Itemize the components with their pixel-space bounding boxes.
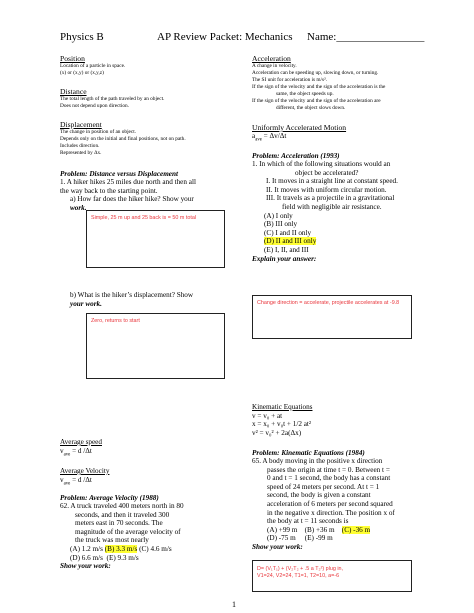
average-speed-formula: $v_{ave} = d$ /Δt <box>60 446 92 458</box>
choice-d: (D) -75 m <box>267 534 296 543</box>
kinematic-heading: Kinematic Equations <box>252 403 313 411</box>
acceleration-line: Acceleration can be speeding up, slowing down, or turning. <box>252 70 379 76</box>
problem-line: III. It travels as a projectile in a gravitational <box>266 194 395 203</box>
problem-line: I. It moves in a straight line at constant speed. <box>266 177 398 186</box>
kinematic-eq3: v² = v₀² + 2a(Δx) <box>252 428 302 437</box>
problem-line: 0 and t = 1 second, the body has a constant <box>267 474 391 483</box>
problem-distance <box>60 170 196 212</box>
average-speed-heading: Average speed <box>60 438 102 446</box>
acceleration-line: If the sign of the velocity and the sign of the acceleration is the <box>252 84 386 90</box>
position-heading: Position <box>60 54 85 63</box>
displacement-section <box>60 120 186 157</box>
distance-heading: Distance <box>60 87 87 96</box>
problem-average-velocity <box>60 494 184 570</box>
acceleration-line: same, the object speeds up. <box>276 91 334 97</box>
answer-b-text: Zero, returns to start <box>91 318 140 324</box>
problem-line: acceleration of 6 meters per second squared <box>267 499 393 508</box>
choice-a: (A) +99 m <box>267 525 298 534</box>
part-b <box>70 291 193 308</box>
uam-section <box>252 123 346 141</box>
average-velocity-section <box>60 467 110 487</box>
acceleration-section <box>252 54 385 112</box>
answer-acceleration-text: Change direction = accelerate, projectile accelerates at -9.8 <box>257 300 400 306</box>
problem-kinematic <box>252 449 395 551</box>
page-title: AP Review Packet: Mechanics <box>157 31 293 43</box>
average-velocity-heading: Average Velocity <box>60 467 110 475</box>
kinematic-section <box>252 403 312 437</box>
average-velocity-formula: $v_{ave} = d$ /Δt <box>60 475 92 487</box>
choice-b-highlighted: (B) 3.3 m/s <box>104 544 138 553</box>
choice: (E) I, II, and III <box>264 245 309 254</box>
choice: (B) III only <box>264 220 298 229</box>
problem-line: seconds, and then it traveled 300 <box>75 510 170 519</box>
problem-distance-line: the way back to the starting point. <box>60 186 158 195</box>
choice-b: (B) +36 m <box>304 525 335 534</box>
problem-line: field with negligible air resistance. <box>282 202 382 211</box>
page-number: 1 <box>232 600 236 609</box>
problem-acceleration <box>252 152 398 263</box>
choice-d: (D) 6.6 m/s <box>70 553 103 562</box>
problem-line: meters east in 70 seconds. The <box>75 519 163 528</box>
problem-line: speed of 24 meters per second. At t = 1 <box>267 482 380 491</box>
uam-formula: $a_{ave} = \Delta v/\Delta t$ <box>252 132 287 143</box>
problem-distance-line: 1. A hiker hikes 25 miles due north and then all <box>60 178 196 186</box>
part-b-question-cont: your work. <box>70 299 102 308</box>
choice-e: (E) -99 m <box>304 534 333 543</box>
name-field-label: Name:________________ <box>307 31 425 43</box>
problem-line: the body at t = 11 seconds is <box>267 517 349 526</box>
acceleration-line: The SI unit for acceleration is m/s². <box>252 77 327 83</box>
kinematic-eq1: v = v₀ + at <box>252 411 283 420</box>
choice: (A) I only <box>264 211 293 220</box>
choice-c-highlighted: (C) -36 m <box>341 525 371 534</box>
problem-line: passes the origin at time t = 0. Between t = <box>267 465 390 474</box>
problem-line: in the negative x direction. The position x of <box>267 508 395 517</box>
distance-line: The total length of the path traveled by an object. <box>60 96 165 102</box>
part-a-question: a) How far does the hiker hike? Show your <box>70 195 194 204</box>
acceleration-line: A change in velocity. <box>252 63 297 69</box>
acceleration-line: different, the object slows down. <box>276 105 346 111</box>
subject-label: Physics B <box>60 31 104 43</box>
part-b-question: b) What is the hiker’s displacement? Show <box>70 291 194 299</box>
choice: (C) I and II only <box>264 228 312 237</box>
position-line: Location of a particle in space. <box>60 63 126 69</box>
problem-line: magnitude of the average velocity of <box>75 527 181 536</box>
uam-heading: Uniformly Accelerated Motion <box>252 123 347 132</box>
problem-acceleration-title: Problem: Acceleration (1993) <box>252 152 340 160</box>
problem-kinematic-title: Problem: Kinematic Equations (1984) <box>252 449 365 457</box>
problem-line: second, the body is given a constant <box>267 491 371 500</box>
displacement-line: Depends only on the initial and final positions, not on path. <box>60 136 186 142</box>
choice-highlighted: (D) II and III only <box>264 237 317 246</box>
show-work-label: Show your work: <box>252 542 303 551</box>
problem-line: 1. In which of the following situations would an <box>252 160 391 168</box>
answer-kinematic-text: D= (V₁T₁) + (V₂T₂ + .5 a T₂²) plug in, V1=24, V2=24, T1=1, T2=10, a=-6 <box>257 566 344 579</box>
acceleration-heading: Acceleration <box>252 54 291 63</box>
answer-a-text: Simple, 25 m up and 25 back is = 50 m total <box>91 215 197 221</box>
show-work-label: Show your work: <box>60 562 111 571</box>
problem-average-velocity-title: Problem: Average Velocity (1988) <box>60 494 159 502</box>
acceleration-line: If the sign of the velocity and the sign of the acceleration are <box>252 98 381 104</box>
distance-section <box>60 87 164 110</box>
problem-distance-title: Problem: Distance versus Displacement <box>60 170 178 178</box>
choice-c: (C) 4.6 m/s <box>139 544 172 553</box>
problem-line: object be accelerated? <box>295 168 359 177</box>
kinematic-eq2: x = x₀ + v₀t + 1/2 at² <box>252 420 312 429</box>
position-line: (x) or (x,y) or (x,y,z) <box>60 70 104 76</box>
explain-label: Explain your answer: <box>252 254 317 263</box>
displacement-line: Represented by Δx. <box>60 150 102 156</box>
displacement-line: Includes direction. <box>60 143 100 149</box>
average-speed-section <box>60 438 102 458</box>
distance-line: Does not depend upon direction. <box>60 103 129 109</box>
left-column <box>60 54 125 77</box>
displacement-line: The change in position of an object. <box>60 129 137 135</box>
part-a-question-cont: work. <box>70 203 87 212</box>
problem-line: 65. A body moving in the positive x direction <box>252 457 383 465</box>
problem-line: the truck was most nearly <box>75 536 149 545</box>
choice-e: (E) 9.3 m/s <box>106 553 139 562</box>
displacement-heading: Displacement <box>60 120 102 129</box>
problem-line: II. It moves with uniform circular motion. <box>266 185 387 194</box>
choice-a: (A) 1.2 m/s <box>70 544 103 553</box>
problem-line: 62. A truck traveled 400 meters north in 80 <box>60 502 184 510</box>
